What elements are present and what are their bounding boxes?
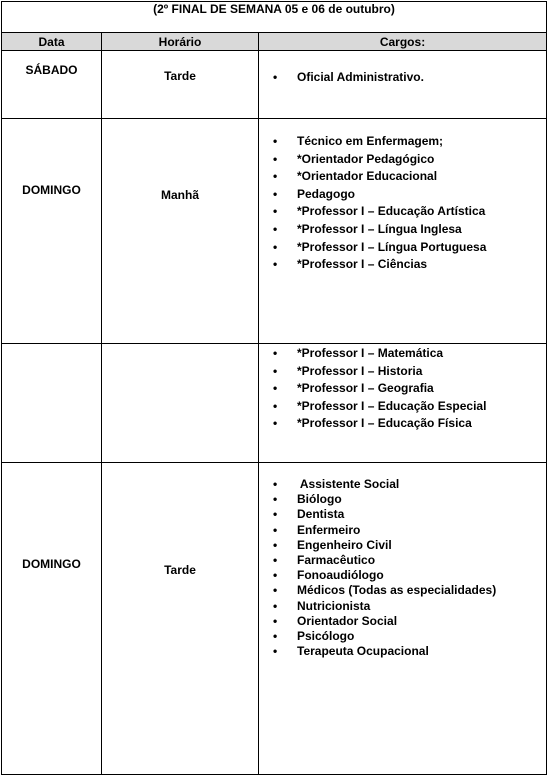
header-cargos: Cargos: bbox=[259, 33, 547, 51]
roles-cell bbox=[259, 344, 547, 463]
header-row bbox=[2, 33, 547, 51]
list-item: • Técnico em Enfermagem; bbox=[273, 133, 546, 151]
table-row bbox=[2, 51, 547, 119]
list-item: • Nutricionista bbox=[273, 599, 546, 614]
list-item: • *Professor I – Educação Física bbox=[273, 415, 546, 433]
table-row bbox=[2, 344, 547, 463]
day-cell: DOMINGO bbox=[2, 119, 102, 344]
list-item: • *Professor I – Historia bbox=[273, 363, 546, 381]
roles-cell bbox=[259, 51, 547, 119]
list-item: • *Professor I – Língua Inglesa bbox=[273, 221, 546, 239]
time-cell: Manhã bbox=[102, 119, 259, 344]
list-item: • Terapeuta Ocupacional bbox=[273, 644, 546, 659]
day-cell: SÁBADO bbox=[2, 51, 102, 119]
table-row bbox=[2, 119, 547, 344]
time-cell bbox=[102, 344, 259, 463]
roles-list bbox=[259, 133, 546, 274]
list-item: • Pedagogo bbox=[273, 186, 546, 204]
day-cell bbox=[2, 344, 102, 463]
schedule-table bbox=[1, 1, 547, 775]
roles-cell bbox=[259, 463, 547, 775]
time-cell: Tarde bbox=[102, 51, 259, 119]
roles-list bbox=[259, 477, 546, 659]
list-item: • Fonoaudiólogo bbox=[273, 568, 546, 583]
list-item: • Dentista bbox=[273, 507, 546, 522]
list-item: • Psicólogo bbox=[273, 629, 546, 644]
list-item: • Farmacêutico bbox=[273, 553, 546, 568]
list-item: • Assistente Social bbox=[273, 477, 546, 492]
header-horario: Horário bbox=[102, 33, 259, 51]
title-row bbox=[2, 2, 547, 33]
list-item: • Engenheiro Civil bbox=[273, 538, 546, 553]
day-cell: DOMINGO bbox=[2, 463, 102, 775]
list-item: • Enfermeiro bbox=[273, 523, 546, 538]
header-data: Data bbox=[2, 33, 102, 51]
roles-list bbox=[259, 69, 546, 87]
list-item: • *Professor I – Educação Especial bbox=[273, 398, 546, 416]
list-item: • Oficial Administrativo. bbox=[273, 69, 546, 87]
table-row bbox=[2, 463, 547, 775]
list-item: • *Professor I – Matemática bbox=[273, 345, 546, 363]
list-item: • *Professor I – Educação Artística bbox=[273, 203, 546, 221]
list-item: • *Professor I – Geografia bbox=[273, 380, 546, 398]
list-item: • Biólogo bbox=[273, 492, 546, 507]
list-item: • Médicos (Todas as especialidades) bbox=[273, 583, 546, 598]
list-item: • *Orientador Pedagógico bbox=[273, 151, 546, 169]
list-item: • *Professor I – Ciências bbox=[273, 256, 546, 274]
table-title: (2º FINAL DE SEMANA 05 e 06 de outubro) bbox=[2, 2, 547, 33]
roles-list bbox=[259, 345, 546, 433]
time-cell: Tarde bbox=[102, 463, 259, 775]
list-item: • Orientador Social bbox=[273, 614, 546, 629]
list-item: • *Professor I – Língua Portuguesa bbox=[273, 239, 546, 257]
list-item: • *Orientador Educacional bbox=[273, 168, 546, 186]
roles-cell bbox=[259, 119, 547, 344]
